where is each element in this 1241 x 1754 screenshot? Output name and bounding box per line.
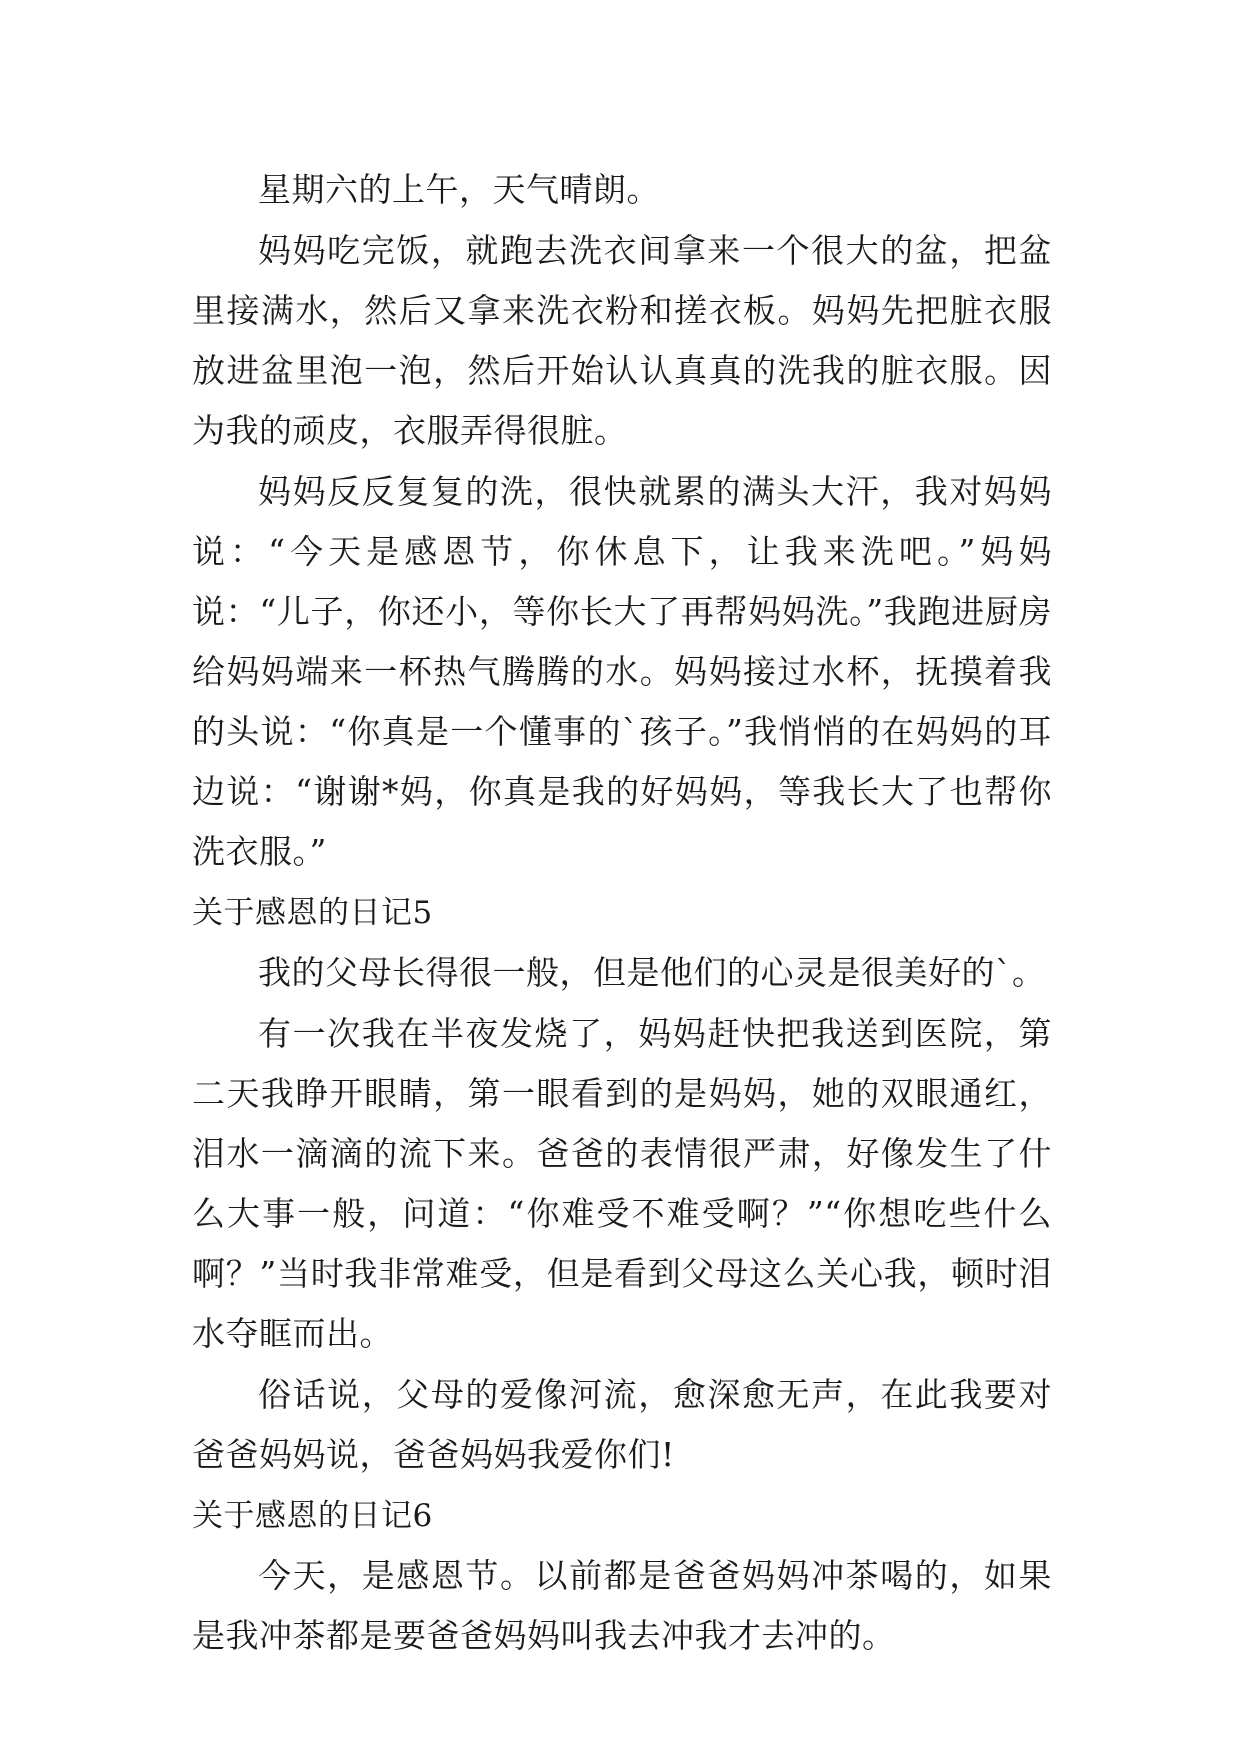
- section-heading: 关于感恩的日记6: [192, 1498, 433, 1534]
- paragraph: 有一次我在半夜发烧了，妈妈赶快把我送到医院，第二天我睁开眼睛，第一眼看到的是妈妈，她的双眼通红，泪水一滴滴的流下来。爸爸的表情很严肃，好像发生了什么大事一般，问道：“你难受不难受啊？”“你想吃些什么啊？”当时我非常难受，但是看到父母这么关心我，顿时泪水夺眶而出。: [192, 1014, 1052, 1353]
- document-body: [192, 160, 1052, 1667]
- paragraph: 星期六的上午，天气晴朗。: [258, 170, 660, 209]
- section-heading: 关于感恩的日记5: [192, 895, 433, 931]
- paragraph: 我的父母长得很一般，但是他们的心灵是很美好的`。: [258, 953, 1046, 992]
- paragraph: 俗话说，父母的爱像河流，愈深愈无声，在此我要对爸爸妈妈说，爸爸妈妈我爱你们!: [192, 1375, 1052, 1474]
- paragraph: 今天，是感恩节。以前都是爸爸妈妈冲茶喝的，如果是我冲茶都是要爸爸妈妈叫我去冲我才去冲的。: [192, 1556, 1052, 1655]
- paragraph: 妈妈反反复复的洗，很快就累的满头大汗，我对妈妈说：“今天是感恩节，你休息下，让我来洗吧。”妈妈说：“儿子，你还小，等你长大了再帮妈妈洗。”我跑进厨房给妈妈端来一杯热气腾腾的水。妈妈接过水杯，抚摸着我的头说：“你真是一个懂事的`孩子。”我悄悄的在妈妈的耳边说：“谢谢*妈，你真是我的好妈妈，等我长大了也帮你洗衣服。”: [192, 472, 1052, 871]
- paragraph: 妈妈吃完饭，就跑去洗衣间拿来一个很大的盆，把盆里接满水，然后又拿来洗衣粉和搓衣板。妈妈先把脏衣服放进盆里泡一泡，然后开始认认真真的洗我的脏衣服。因为我的顽皮，衣服弄得很脏。: [192, 231, 1052, 450]
